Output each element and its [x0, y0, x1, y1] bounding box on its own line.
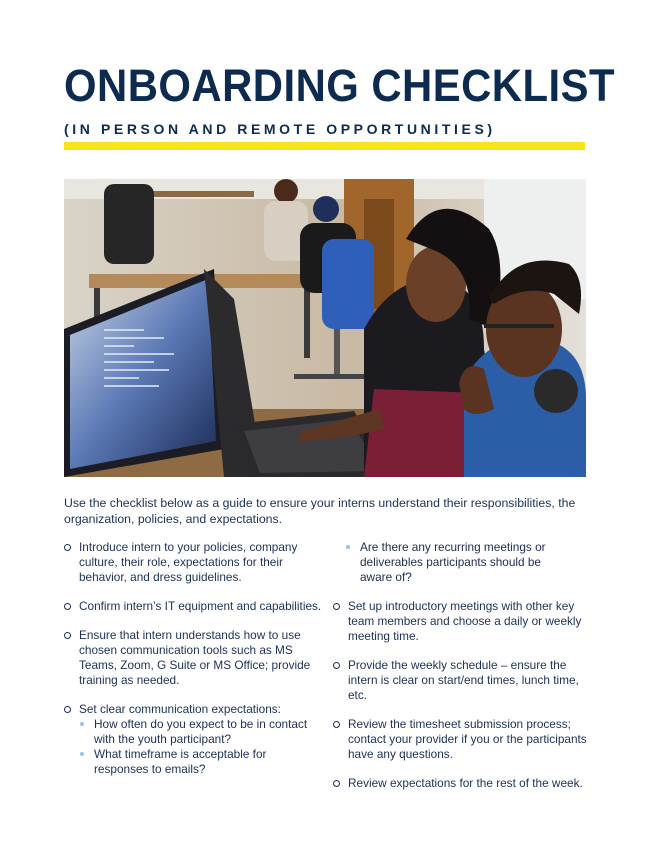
checklist-item	[333, 717, 593, 762]
checklist-item	[64, 628, 324, 688]
checklist-item-text: Set clear communication expectations:	[79, 702, 281, 716]
checkbox-circle-icon	[333, 721, 340, 728]
checklist-item	[333, 776, 593, 791]
checkbox-circle-icon	[64, 706, 71, 713]
checklist-item-text: Provide the weekly schedule – ensure the intern is clear on start/end times, lunch time, etc.	[348, 658, 579, 702]
checkbox-circle-icon	[333, 662, 340, 669]
sub-list-item	[79, 747, 322, 777]
checkbox-circle-icon	[333, 780, 340, 787]
page-subtitle: (IN PERSON AND REMOTE OPPORTUNITIES)	[64, 121, 496, 137]
intro-paragraph: Use the checklist below as a guide to ensure your interns understand their responsibilities, the organization, policies, and expectations.	[64, 496, 576, 526]
checklist-item-text: Review expectations for the rest of the week.	[348, 776, 583, 790]
checklist-item-text: Introduce intern to your policies, company culture, their role, expectations for their behavior, and dress guidelines.	[79, 540, 298, 584]
sub-list-item	[345, 540, 550, 585]
sub-list-item	[79, 717, 322, 747]
checklist-item	[64, 540, 319, 585]
checklist-item-text: Review the timesheet submission process; contact your provider if you or the participants have any questions.	[348, 717, 587, 761]
checklist-item-text: Ensure that intern understands how to use chosen communication tools such as MS Teams, Zoom, G Suite or MS Office; provide training as needed.	[79, 628, 311, 687]
page-title: ONBOARDING CHECKLIST	[64, 60, 616, 111]
sub-bullet-icon	[346, 545, 350, 549]
checklist-item	[64, 702, 324, 777]
checklist-item-text: Confirm intern’s IT equipment and capabilities.	[79, 599, 322, 613]
office-photo-illustration	[64, 179, 586, 477]
accent-divider	[64, 142, 585, 150]
sub-list-item-text: How often do you expect to be in contact with the youth participant?	[94, 717, 308, 746]
checkbox-circle-icon	[64, 632, 71, 639]
checklist-left-column	[64, 540, 322, 777]
checkbox-circle-icon	[64, 603, 71, 610]
checklist-item-text: Set up introductory meetings with other key team members and choose a daily or weekly meeting time.	[348, 599, 582, 643]
checkbox-circle-icon	[333, 603, 340, 610]
sub-list-item-text: Are there any recurring meetings or deliverables participants should be aware of?	[360, 540, 546, 584]
sub-list-item-text: What timeframe is acceptable for responses to emails?	[94, 747, 267, 776]
checkbox-circle-icon	[64, 544, 71, 551]
sub-bullet-icon	[80, 752, 84, 756]
checklist-right-column	[333, 540, 595, 791]
office-photo	[64, 179, 586, 477]
sub-bullet-icon	[80, 722, 84, 726]
checklist-item	[64, 599, 324, 614]
sub-checklist	[79, 717, 324, 777]
checklist-item	[333, 658, 593, 703]
checklist-item	[333, 599, 593, 644]
